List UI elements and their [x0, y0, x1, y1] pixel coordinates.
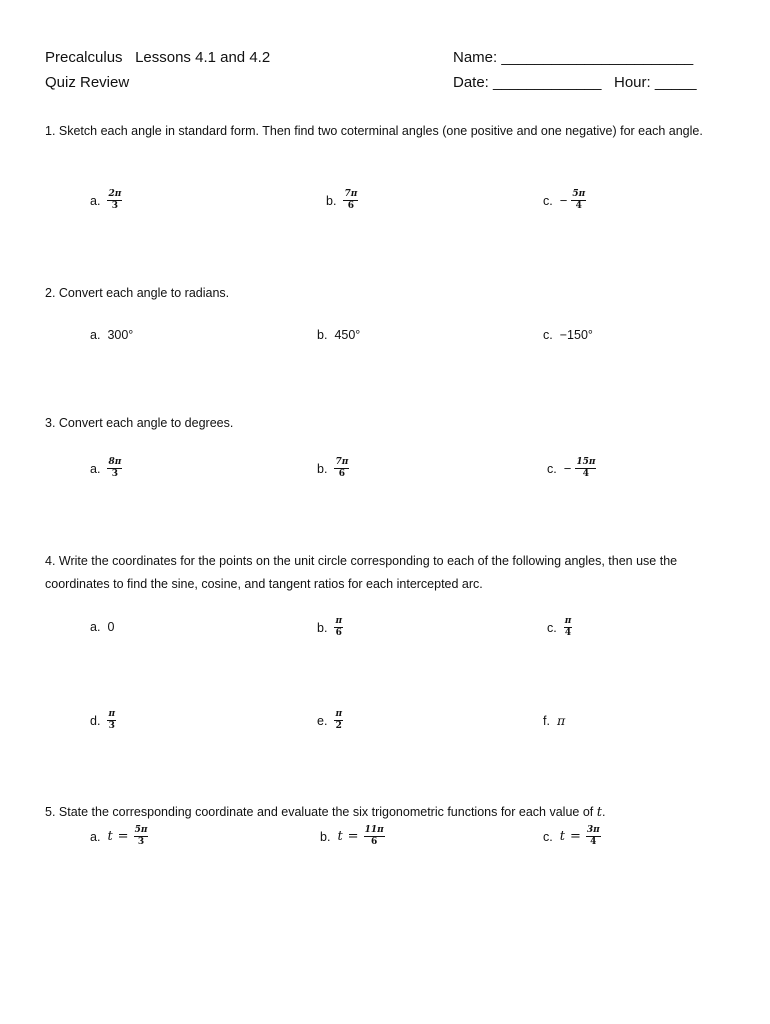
fraction — [107, 709, 116, 732]
angle-value: 450° — [334, 328, 361, 342]
fraction-denominator: 4 — [590, 837, 597, 847]
angle-value: 300° — [107, 328, 134, 342]
fraction-numerator: 2π — [108, 189, 122, 199]
item-label: b. — [326, 193, 337, 208]
fraction-denominator: 2 — [335, 721, 342, 731]
fraction-denominator: 6 — [347, 201, 354, 211]
item-label: f. — [543, 713, 550, 728]
date-blank: _____________ — [493, 74, 602, 91]
fraction — [334, 709, 343, 732]
equals-sign: = — [347, 829, 359, 844]
fraction — [571, 189, 586, 212]
fraction-denominator: 4 — [564, 628, 572, 638]
q2-item-c — [543, 328, 593, 342]
fraction — [364, 825, 385, 848]
course-title — [45, 49, 270, 66]
fraction-numerator: 11π — [364, 825, 384, 835]
q3-item-b — [317, 457, 349, 480]
q5-item-c — [543, 825, 601, 848]
name-blank: _______________________ — [501, 49, 694, 66]
minus-sign: − — [563, 461, 572, 476]
item-label: c. — [547, 461, 557, 476]
fraction — [107, 189, 122, 212]
name-label: Name: — [453, 49, 498, 66]
fraction-denominator: 3 — [111, 201, 118, 211]
fraction-denominator: 3 — [108, 721, 115, 731]
item-label: c. — [543, 829, 553, 844]
q1-item-c — [543, 189, 586, 212]
item-label: d. — [90, 713, 101, 728]
question-5-variable: t — [596, 805, 602, 820]
item-label: b. — [317, 461, 328, 476]
fraction — [107, 457, 122, 480]
q4-item-a — [90, 620, 114, 634]
fraction — [586, 825, 601, 848]
name-field — [453, 49, 693, 66]
question-2-text: 2. Convert each angle to radians. — [45, 286, 230, 300]
fraction — [134, 825, 149, 848]
item-label: a. — [90, 461, 101, 476]
fraction-denominator: 4 — [575, 201, 582, 211]
item-label: a. — [90, 328, 101, 342]
fraction-numerator: 8π — [108, 457, 122, 467]
q3-item-a — [90, 457, 122, 480]
variable: t — [337, 829, 343, 844]
q5-item-b — [320, 825, 385, 848]
item-label: a. — [90, 829, 101, 844]
subtitle: Quiz Review — [45, 74, 130, 91]
q2-item-a — [90, 328, 133, 342]
fraction — [343, 189, 358, 212]
fraction-denominator: 3 — [111, 469, 118, 479]
fraction-numerator: π — [108, 709, 116, 719]
question-5-text — [45, 801, 605, 824]
fraction-numerator: 7π — [335, 457, 349, 467]
item-label: c. — [543, 328, 553, 342]
fraction — [575, 457, 596, 480]
fraction — [334, 616, 343, 639]
q3-item-c — [547, 457, 596, 480]
q1-item-b — [326, 189, 358, 212]
fraction-numerator: π — [564, 616, 572, 626]
item-label: c. — [547, 620, 557, 635]
fraction — [564, 616, 573, 639]
item-label: a. — [90, 193, 101, 208]
item-label: b. — [317, 328, 328, 342]
course-name: Precalculus — [45, 49, 123, 66]
item-label: b. — [320, 829, 331, 844]
question-1-text: 1. Sketch each angle in standard form. Then find two coterminal angles (one positive and one negative) for each angle. — [45, 124, 703, 138]
variable: t — [559, 829, 565, 844]
question-5-text-main: 5. State the corresponding coordinate and evaluate the six trigonometric functions for each value of — [45, 805, 597, 819]
fraction-denominator: 4 — [582, 469, 590, 479]
hour-label: Hour: — [614, 74, 651, 91]
angle-value: −150° — [559, 328, 593, 342]
fraction-numerator: π — [335, 709, 343, 719]
q5-item-a — [90, 825, 148, 848]
item-label: c. — [543, 193, 553, 208]
question-3-text: 3. Convert each angle to degrees. — [45, 416, 234, 430]
q4-item-b — [317, 616, 343, 639]
q4-item-d — [90, 709, 116, 732]
q1-item-a — [90, 189, 122, 212]
fraction-numerator: π — [335, 616, 343, 626]
q4-item-e — [317, 709, 343, 732]
angle-value: π — [556, 713, 566, 728]
minus-sign: − — [559, 193, 568, 208]
q4-item-c — [547, 616, 572, 639]
item-label: b. — [317, 620, 328, 635]
question-4-text: 4. Write the coordinates for the points on the unit circle corresponding to each of the following angles, then use the coordinates to find the sine, cosine, and tangent ratios for each intercepted arc. — [45, 554, 678, 591]
date-label: Date: — [453, 74, 489, 91]
fraction-numerator: 7π — [344, 189, 358, 199]
angle-value: 0 — [107, 620, 115, 634]
q2-item-b — [317, 328, 360, 342]
fraction-numerator: 5π — [134, 825, 148, 835]
fraction-denominator: 6 — [371, 837, 378, 847]
q4-item-f — [543, 713, 565, 728]
fraction-numerator: 3π — [586, 825, 600, 835]
item-label: a. — [90, 620, 101, 634]
item-label: e. — [317, 713, 328, 728]
equals-sign: = — [569, 829, 581, 844]
fraction-denominator: 3 — [137, 837, 145, 847]
equals-sign: = — [117, 829, 129, 844]
lessons-label: Lessons 4.1 and 4.2 — [135, 49, 271, 66]
fraction-denominator: 6 — [338, 469, 345, 479]
fraction — [334, 457, 349, 480]
variable: t — [107, 829, 113, 844]
hour-blank: _____ — [654, 74, 697, 91]
fraction-numerator: 15π — [576, 457, 596, 467]
fraction-numerator: 5π — [572, 189, 586, 199]
question-5-text-end: . — [601, 805, 606, 819]
fraction-denominator: 6 — [335, 628, 342, 638]
date-hour-field — [453, 74, 697, 91]
